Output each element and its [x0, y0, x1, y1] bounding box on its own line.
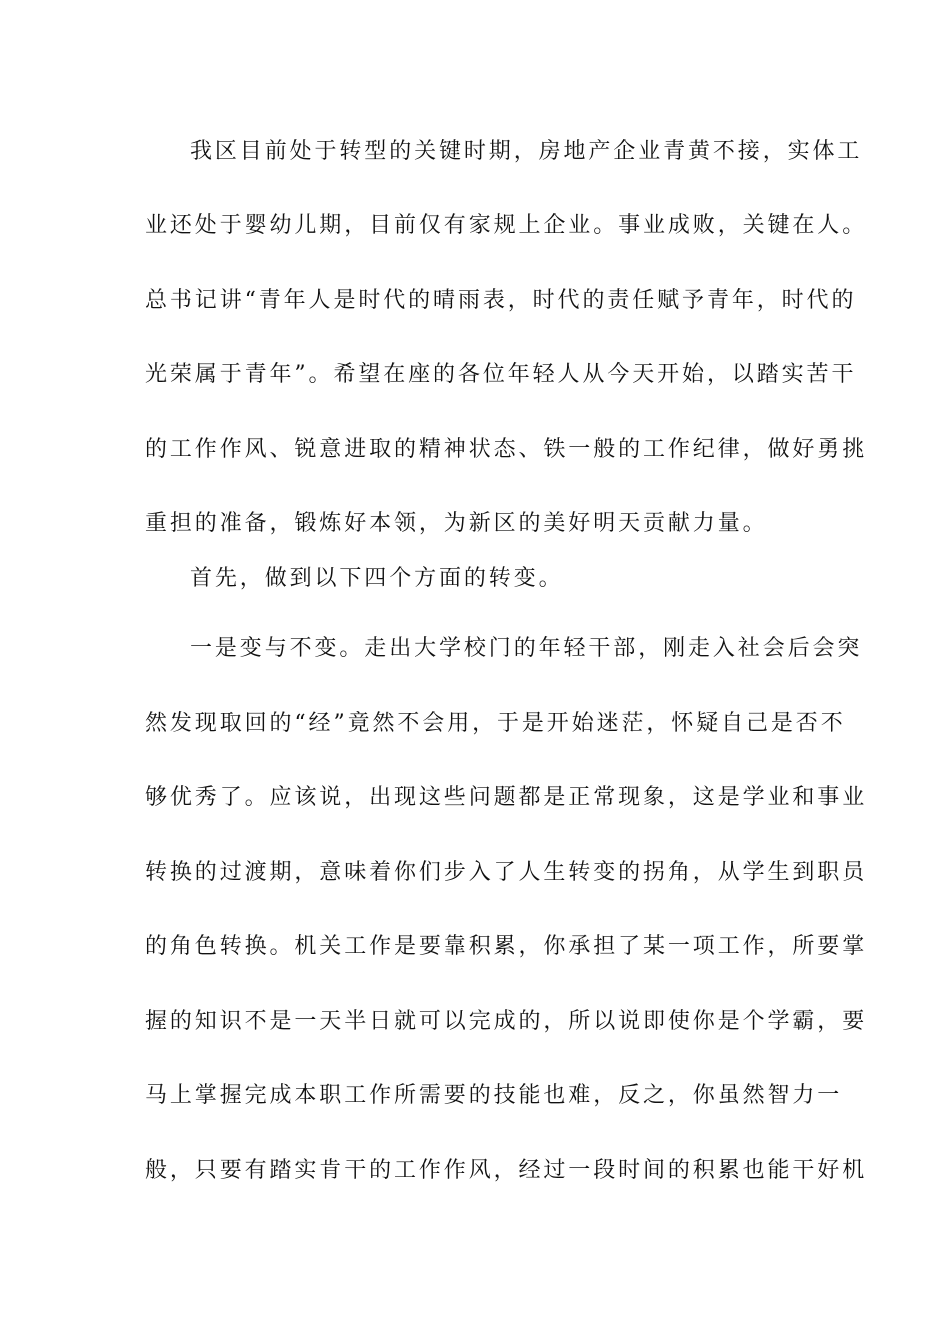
text-line: 然发现取回的“经”竟然不会用，于是开始迷茫，怀疑自己是否不	[145, 711, 846, 736]
text-line: 总书记讲“青年人是时代的晴雨表，时代的责任赋予青年，时代的	[145, 288, 857, 313]
text-line: 我区目前处于转型的关键时期，房地产企业青黄不接，实体工	[190, 139, 863, 164]
text-line: 重担的准备，锻炼好本领，为新区的美好明天贡献力量。	[145, 511, 768, 536]
text-line: 的工作作风、锐意进取的精神状态、铁一般的工作纪律，做好勇挑	[145, 437, 868, 462]
text-line: 一是变与不变。走出大学校门的年轻干部，刚走入社会后会突	[190, 636, 863, 661]
text-line: 般，只要有踏实肯干的工作作风，经过一段时间的积累也能干好机	[145, 1158, 868, 1183]
text-line: 首先，做到以下四个方面的转变。	[190, 566, 564, 591]
text-line: 转换的过渡期，意味着你们步入了人生转变的拐角，从学生到职员	[145, 860, 868, 885]
text-line: 业还处于婴幼儿期，目前仅有家规上企业。事业成败，关键在人。	[145, 213, 868, 238]
text-line: 光荣属于青年”。希望在座的各位年轻人从今天开始，以踏实苦干	[145, 362, 857, 387]
text-line: 的角色转换。机关工作是要靠积累，你承担了某一项工作，所要掌	[145, 934, 868, 959]
text-line: 马上掌握完成本职工作所需要的技能也难，反之，你虽然智力一	[145, 1083, 843, 1108]
text-line: 握的知识不是一天半日就可以完成的，所以说即使你是个学霸，要	[145, 1009, 868, 1034]
text-line: 够优秀了。应该说，出现这些问题都是正常现象，这是学业和事业	[145, 785, 868, 810]
